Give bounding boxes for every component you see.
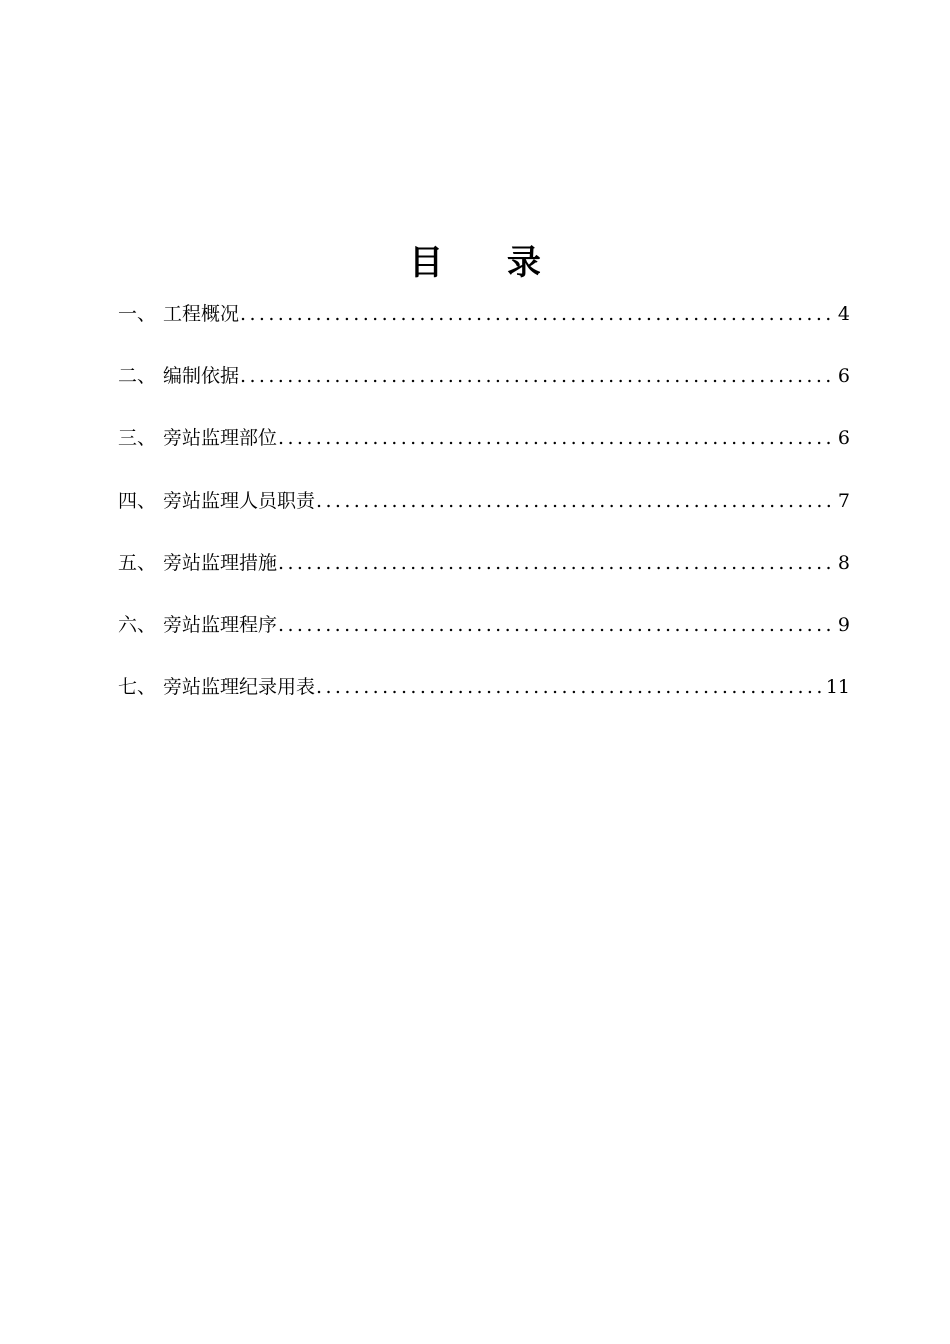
toc-entry-separator: 、 bbox=[137, 551, 157, 574]
toc-entry-label: 旁站监理措施 bbox=[163, 551, 278, 574]
toc-entry-number: 四 bbox=[118, 489, 138, 512]
toc-entry-number: 二 bbox=[118, 365, 138, 388]
toc-entry-number: 六 bbox=[118, 613, 138, 636]
toc-entry-page: 9 bbox=[837, 613, 850, 636]
toc-entry-separator: 、 bbox=[137, 676, 157, 699]
toc-entry-number: 五 bbox=[118, 551, 138, 574]
toc-entry[interactable] bbox=[118, 361, 850, 423]
toc-title: 目 录 bbox=[409, 243, 567, 283]
toc-entry[interactable] bbox=[118, 486, 850, 548]
toc-entry-separator: 、 bbox=[137, 303, 157, 325]
toc-dot-leader bbox=[240, 299, 835, 329]
toc-entry-page: 7 bbox=[837, 489, 850, 512]
toc-list bbox=[118, 299, 850, 734]
toc-entry-separator: 、 bbox=[137, 365, 157, 388]
toc-entry-number: 一 bbox=[118, 303, 138, 325]
toc-entry-page: 4 bbox=[837, 303, 850, 325]
toc-entry-label: 编制依据 bbox=[163, 365, 240, 388]
toc-entry-label: 旁站监理人员职责 bbox=[163, 489, 316, 512]
toc-entry[interactable] bbox=[118, 548, 850, 610]
toc-dot-leader bbox=[240, 361, 835, 391]
toc-entry-separator: 、 bbox=[137, 613, 157, 636]
toc-entry-page: 6 bbox=[837, 365, 850, 388]
toc-entry-label: 旁站监理纪录用表 bbox=[163, 676, 316, 699]
toc-dot-leader bbox=[278, 548, 835, 578]
toc-dot-leader bbox=[278, 423, 835, 453]
toc-dot-leader bbox=[316, 486, 835, 516]
toc-entry-label: 旁站监理部位 bbox=[163, 427, 278, 450]
toc-entry-label: 工程概况 bbox=[163, 303, 240, 325]
toc-entry-page: 11 bbox=[825, 676, 850, 699]
toc-entry-page: 8 bbox=[837, 551, 850, 574]
toc-entry-number: 三 bbox=[118, 427, 138, 450]
toc-entry-separator: 、 bbox=[137, 427, 157, 450]
toc-entry-number: 七 bbox=[118, 676, 138, 699]
toc-entry-separator: 、 bbox=[137, 489, 157, 512]
toc-entry[interactable] bbox=[118, 423, 850, 485]
toc-entry[interactable] bbox=[118, 610, 850, 672]
toc-dot-leader bbox=[278, 610, 835, 640]
toc-entry-page: 6 bbox=[837, 427, 850, 450]
toc-entry[interactable] bbox=[118, 672, 850, 734]
toc-entry[interactable] bbox=[118, 299, 850, 361]
toc-dot-leader bbox=[316, 672, 823, 702]
toc-entry-label: 旁站监理程序 bbox=[163, 613, 278, 636]
